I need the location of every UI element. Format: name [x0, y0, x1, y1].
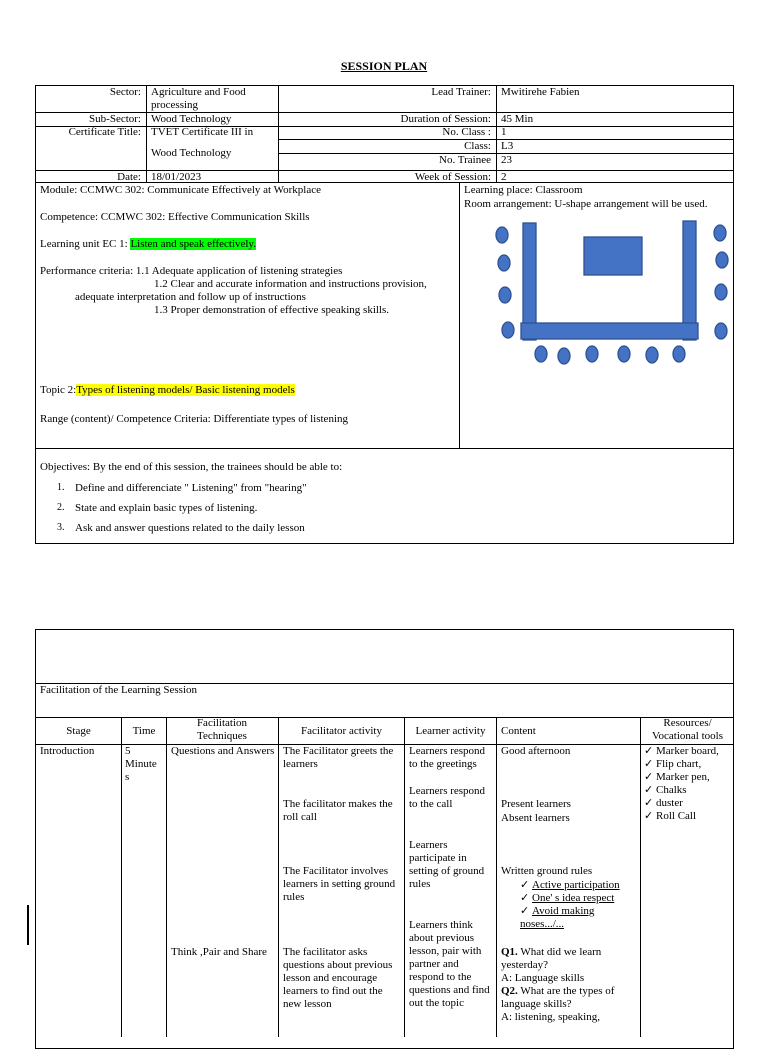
topic-prefix: Topic 2:	[40, 384, 77, 396]
date-label: Date:	[117, 171, 141, 183]
time-unit-end: s	[125, 771, 130, 783]
no-class-value: 1	[501, 126, 507, 138]
trainer-table	[584, 237, 642, 275]
chair	[646, 347, 658, 363]
certificate-value-line1: TVET Certificate III in	[151, 126, 254, 138]
bottom-table	[521, 323, 698, 339]
question-2: Q2. What are the types of language skills?	[501, 985, 615, 1010]
performance-criteria-2-cont: adequate interpretation and follow up of instructions	[75, 291, 306, 303]
learning-unit-line	[40, 238, 256, 251]
subsector-label: Sub-Sector:	[89, 113, 141, 125]
duration-label: Duration of Session:	[400, 113, 491, 125]
u-shape-room-diagram	[490, 215, 735, 370]
date-value: 18/01/2023	[151, 171, 202, 183]
right-table	[683, 221, 696, 340]
chair	[498, 255, 510, 271]
no-class-label: No. Class :	[442, 126, 491, 138]
resource-item: ✓ Roll Call	[644, 810, 697, 822]
sector-label: Sector:	[109, 86, 141, 98]
margin-mark	[27, 905, 29, 945]
resources-list	[644, 745, 719, 823]
learning-place: Learning place: Classroom	[464, 184, 583, 196]
col-header-learner: Learner activity	[415, 725, 486, 737]
resource-item: ✓ Flip chart,	[644, 758, 702, 770]
room-arrangement: Room arrangement: U-shape arrangement will be used.	[464, 198, 708, 210]
time-unit: Minute	[125, 758, 157, 770]
learner-activity: Learners respond to the greetings	[409, 745, 486, 770]
subsector-value: Wood Technology	[151, 113, 232, 125]
col-header-content: Content	[501, 725, 536, 737]
content-present: Present learners	[501, 798, 571, 810]
col-header-resources: Resources/ Vocational tools	[652, 717, 723, 742]
facilitator-activity: The facilitator makes the roll call	[283, 798, 393, 823]
chair	[496, 227, 508, 243]
col-header-stage: Stage	[66, 725, 91, 737]
sector-value: Agriculture and Food processing	[151, 86, 246, 112]
resource-item: ✓ Marker pen,	[644, 771, 710, 783]
col-header-time: Time	[132, 725, 156, 737]
chair	[502, 322, 514, 338]
duration-value: 45 Min	[501, 113, 534, 125]
objective-item: Ask and answer questions related to the daily lesson	[75, 522, 305, 534]
week-value: 2	[501, 171, 507, 183]
resource-item: ✓ Marker board,	[644, 745, 719, 757]
learner-activity: Learners think about previous lesson, pair with partner and respond to the questions and find out the topic	[409, 919, 490, 1009]
facilitator-activity: The facilitator asks questions about previous lesson and encourage learners to find out the new lesson	[283, 946, 393, 1010]
content-ground-rules: Written ground rules	[501, 865, 593, 877]
performance-criteria-3: 1.3 Proper demonstration of effective speaking skills.	[154, 304, 390, 316]
ground-rule-item: ✓ Avoid making noses.../...	[520, 905, 595, 930]
time-value: 5	[125, 745, 131, 757]
competence-line: Competence: CCMWC 302: Effective Communication Skills	[40, 211, 310, 223]
chair	[558, 348, 570, 364]
objective-number: 1.	[57, 482, 65, 493]
answer-2: A: listening, speaking,	[501, 1011, 600, 1023]
chair	[714, 225, 726, 241]
objective-item: Define and differenciate " Listening" from "hearing"	[75, 482, 307, 494]
chair	[618, 346, 630, 362]
week-label: Week of Session:	[414, 171, 491, 183]
learner-activity: Learners participate in setting of ground rules	[409, 839, 485, 890]
learner-activity: Learners respond to the call	[409, 785, 486, 810]
certificate-label: Certificate Title:	[68, 126, 141, 138]
technique-questions: Questions and Answers	[171, 745, 275, 757]
ground-rule-item: ✓ Active participation	[520, 879, 620, 891]
question-1: Q1. What did we learn yesterday?	[501, 946, 602, 971]
chair	[715, 323, 727, 339]
resource-item: ✓ duster	[644, 797, 683, 809]
technique-think-pair-share: Think ,Pair and Share	[171, 946, 267, 958]
col-header-techniques: Facilitation Techniques	[196, 717, 248, 742]
ground-rules-list	[520, 879, 620, 931]
learning-unit-prefix: Learning unit EC 1:	[40, 238, 131, 250]
check-icon: ✓	[644, 758, 654, 770]
check-icon: ✓	[644, 745, 654, 757]
chair	[716, 252, 728, 268]
learning-unit-highlight: Listen and speak effectively.	[130, 238, 256, 250]
stage-introduction: Introduction	[40, 745, 95, 757]
topic-highlight: Types of listening models/ Basic listening models	[76, 384, 295, 396]
ground-rule-item: ✓ One' s idea respect	[520, 892, 615, 904]
content-greeting: Good afternoon	[501, 745, 571, 757]
chair	[715, 284, 727, 300]
check-icon: ✓	[520, 892, 530, 904]
topic-line	[40, 384, 295, 397]
check-icon: ✓	[520, 879, 530, 891]
chair	[586, 346, 598, 362]
chair	[535, 346, 547, 362]
check-icon: ✓	[644, 784, 654, 796]
facilitator-activity: The Facilitator greets the learners	[283, 745, 394, 770]
trainee-value: 23	[501, 154, 512, 166]
objectives-intro: Objectives: By the end of this session, the trainees should be able to:	[40, 461, 343, 473]
objective-item: State and explain basic types of listening.	[75, 502, 258, 514]
check-icon: ✓	[644, 797, 654, 809]
objective-number: 2.	[57, 502, 65, 513]
lead-trainer-label: Lead Trainer:	[431, 86, 491, 98]
lead-trainer-value: Mwitirehe Fabien	[501, 86, 580, 98]
check-icon: ✓	[644, 771, 654, 783]
content-absent: Absent learners	[501, 812, 570, 824]
performance-criteria-2: 1.2 Clear and accurate information and instructions provision,	[154, 278, 427, 290]
class-value: L3	[501, 140, 514, 152]
resource-item: ✓ Chalks	[644, 784, 687, 796]
class-label: Class:	[464, 140, 491, 152]
trainee-label: No. Trainee	[439, 154, 491, 166]
objective-number: 3.	[57, 522, 65, 533]
facilitation-title: Facilitation of the Learning Session	[40, 684, 198, 696]
col-header-facilitator: Facilitator activity	[301, 725, 382, 737]
module-line: Module: CCMWC 302: Communicate Effectively at Workplace	[40, 184, 321, 196]
page-title: SESSION PLAN	[340, 59, 428, 73]
check-icon: ✓	[644, 810, 654, 822]
range-line: Range (content)/ Competence Criteria: Differentiate types of listening	[40, 413, 348, 425]
chair	[673, 346, 685, 362]
check-icon: ✓	[520, 905, 530, 917]
answer-1: A: Language skills	[501, 972, 585, 984]
facilitator-activity: The Facilitator involves learners in setting ground rules	[283, 865, 396, 903]
chair	[499, 287, 511, 303]
certificate-value-line2: Wood Technology	[151, 147, 232, 159]
content-questions	[501, 946, 639, 1024]
performance-criteria-1: Performance criteria: 1.1 Adequate application of listening strategies	[40, 265, 343, 277]
